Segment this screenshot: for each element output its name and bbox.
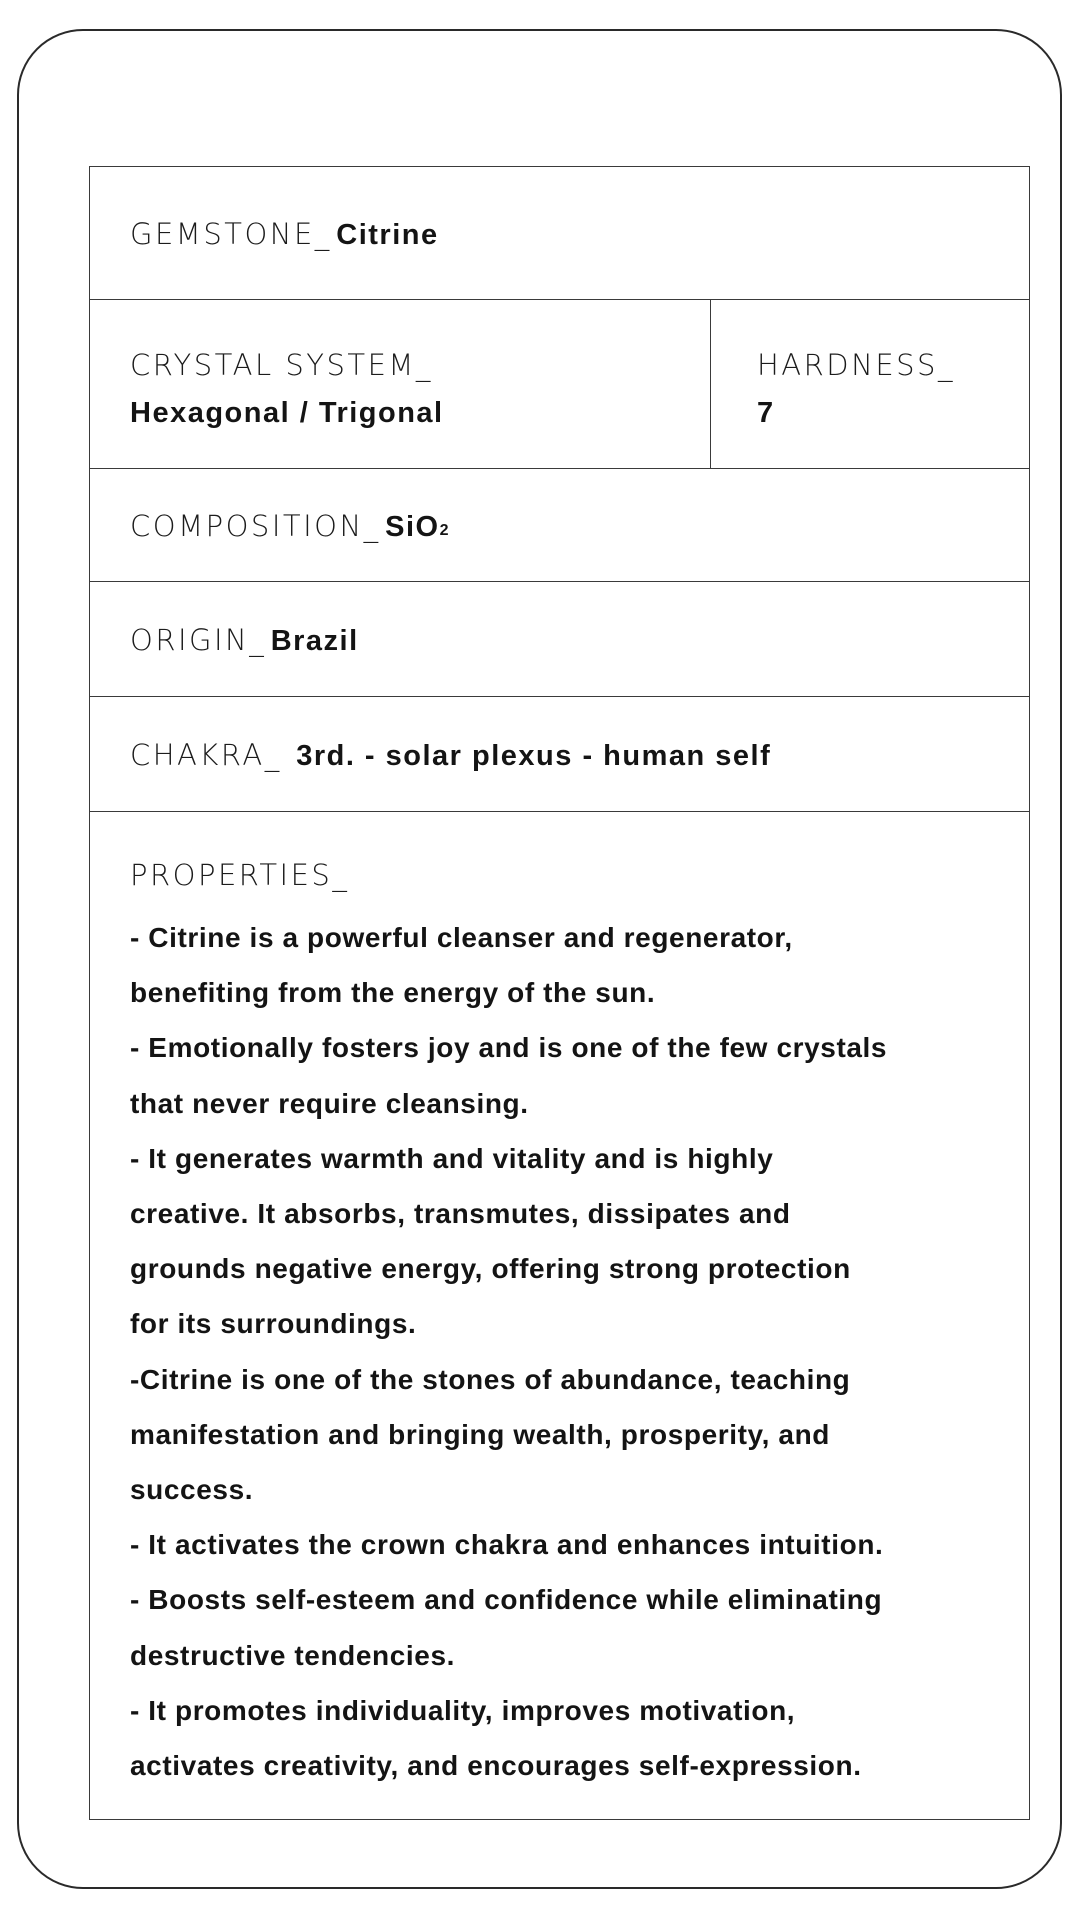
origin-label: ORIGIN_: [130, 623, 267, 657]
property-line: creative. It absorbs, transmutes, dissipates and: [130, 1198, 791, 1230]
properties-text: [130, 910, 1010, 1793]
chakra-row: [90, 697, 1029, 812]
chakra-label: CHAKRA_: [130, 738, 282, 772]
composition-value: SiO$_2$: [385, 511, 449, 543]
property-line: that never require cleansing.: [130, 1087, 529, 1119]
hardness-cell: [711, 300, 1029, 468]
hardness-value: 7: [757, 397, 775, 429]
gemstone-info-table: [89, 166, 1030, 1820]
crystal-hardness-row: [90, 300, 1029, 469]
properties-row: [90, 812, 1029, 1818]
property-line: activates creativity, and encourages self-expression.: [130, 1750, 862, 1782]
composition-subscript: 2: [439, 522, 449, 539]
gemstone-row: [90, 167, 1029, 300]
gemstone-label: GEMSTONE_: [130, 217, 332, 251]
chakra-value: 3rd. - solar plexus - human self: [296, 740, 772, 772]
crystal-system-value: Hexagonal / Trigonal: [130, 397, 444, 429]
crystal-system-label: CRYSTAL SYSTEM_: [130, 348, 433, 382]
property-line: manifestation and bringing wealth, prosperity, and: [130, 1418, 830, 1450]
composition-label: COMPOSITION_: [130, 509, 381, 543]
property-line: destructive tendencies.: [130, 1639, 456, 1671]
property-line: - It activates the crown chakra and enhances intuition.: [130, 1529, 884, 1561]
properties-label: PROPERTIES_: [130, 858, 350, 892]
card-frame: [17, 29, 1062, 1889]
composition-row: [90, 469, 1029, 582]
property-line: - Boosts self-esteem and confidence while eliminating: [130, 1584, 883, 1616]
origin-row: [90, 582, 1029, 697]
origin-value: Brazil: [270, 625, 359, 657]
property-line: - It generates warmth and vitality and is highly: [130, 1142, 774, 1174]
gemstone-value: Citrine: [336, 219, 439, 251]
property-line: - It promotes individuality, improves motivation,: [130, 1694, 796, 1726]
property-line: - Citrine is a powerful cleanser and regenerator,: [130, 922, 793, 953]
property-line: grounds negative energy, offering strong protection: [130, 1253, 851, 1285]
property-line: for its surroundings.: [130, 1308, 417, 1340]
property-line: benefiting from the energy of the sun.: [130, 977, 656, 1009]
property-line: - Emotionally fosters joy and is one of the few crystals: [130, 1032, 888, 1064]
crystal-system-cell: [90, 300, 711, 468]
property-line: -Citrine is one of the stones of abundance, teaching: [130, 1363, 851, 1395]
hardness-label: HARDNESS_: [757, 348, 955, 382]
property-line: success.: [130, 1474, 254, 1506]
